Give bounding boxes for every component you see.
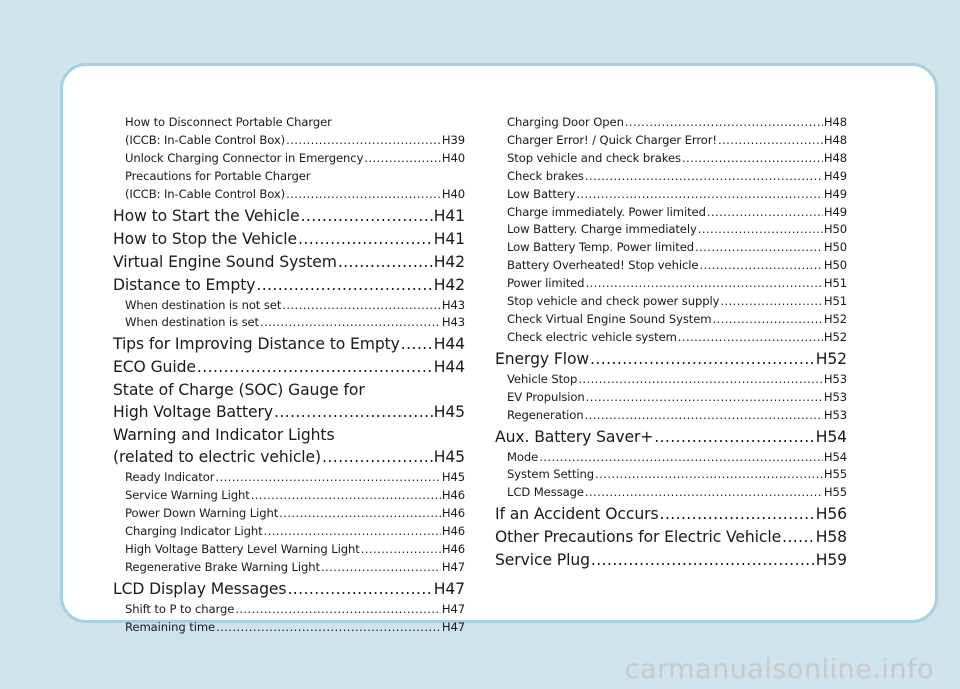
- toc-entry-row: [125, 150, 465, 168]
- toc-entry-row: [507, 407, 847, 425]
- dot-leader: [260, 314, 441, 332]
- toc-entry-row: [507, 168, 847, 186]
- toc-entry-title: High Voltage Battery Level Warning Light: [125, 541, 360, 556]
- dot-leader: [286, 132, 441, 150]
- toc-section-lcd-display-messages[interactable]: [113, 578, 465, 600]
- toc-subentry-high-voltage-battery-level-warning-light[interactable]: [113, 541, 465, 559]
- toc-subentry-remaining-time[interactable]: [113, 619, 465, 637]
- toc-page-number: H51: [823, 294, 847, 309]
- toc-entry-row: [125, 505, 465, 523]
- toc-entry-title-line: State of Charge (SOC) Gauge for: [113, 381, 365, 400]
- toc-subentry-charging-door-open[interactable]: [495, 114, 847, 132]
- toc-entry-title: Check brakes: [507, 168, 584, 183]
- toc-page-number: H40: [441, 186, 465, 201]
- toc-left-column: [113, 114, 465, 637]
- toc-subentry-mode[interactable]: [495, 449, 847, 467]
- toc-subentry-unlock-charging-connector-in-emergency[interactable]: [113, 150, 465, 168]
- toc-section-aux-battery-saver[interactable]: [495, 426, 847, 448]
- toc-entry-title: Power limited: [507, 276, 585, 291]
- toc-entry-row: [495, 426, 847, 448]
- dot-leader: [264, 523, 441, 541]
- dot-leader: [298, 228, 433, 250]
- toc-page-number: H54: [815, 427, 847, 446]
- toc-subentry-stop-vehicle-and-check-power-supply[interactable]: [495, 293, 847, 311]
- dot-leader: [660, 503, 815, 525]
- toc-entry-row: [507, 114, 847, 132]
- toc-subentry-ready-indicator[interactable]: [113, 469, 465, 487]
- toc-entry-row: [507, 221, 847, 239]
- toc-entry-title: Aux. Battery Saver+: [495, 427, 654, 446]
- dot-leader: [699, 257, 822, 275]
- dot-leader: [576, 186, 823, 204]
- toc-page-number: H44: [433, 335, 465, 354]
- toc-entry-row: [125, 186, 465, 204]
- dot-leader: [625, 114, 823, 132]
- toc-section-how-to-start-the-vehicle[interactable]: [113, 205, 465, 227]
- toc-page-number: H46: [441, 524, 465, 539]
- dot-leader: [578, 371, 823, 389]
- toc-entry-row: [125, 601, 465, 619]
- toc-page-number: H58: [815, 528, 847, 547]
- toc-entry-row: [113, 274, 465, 296]
- toc-page-number: H43: [441, 297, 465, 312]
- dot-leader: [251, 487, 441, 505]
- dot-leader: [401, 333, 433, 355]
- dot-leader: [215, 469, 440, 487]
- toc-page-number: H48: [823, 132, 847, 147]
- toc-entry-title: (ICCB: In-Cable Control Box): [125, 186, 286, 201]
- toc-entry-title: LCD Display Messages: [113, 579, 287, 598]
- toc-section-if-an-accident-occurs[interactable]: [495, 503, 847, 525]
- toc-entry-title: Distance to Empty: [113, 275, 256, 294]
- toc-subentry-shift-to-p-to-charge[interactable]: [113, 601, 465, 619]
- dot-leader: [654, 426, 815, 448]
- toc-subentry-check-brakes[interactable]: [495, 168, 847, 186]
- toc-page-number: H52: [823, 329, 847, 344]
- toc-entry-title: System Setting: [507, 467, 595, 482]
- toc-entry-row: [495, 348, 847, 370]
- toc-page-number: H52: [815, 349, 847, 368]
- toc-page-number: H46: [441, 506, 465, 521]
- toc-entry-title: Regenerative Brake Warning Light: [125, 559, 320, 574]
- toc-panel: [60, 63, 938, 634]
- dot-leader: [235, 601, 441, 619]
- toc-entry-title: Check Virtual Engine Sound System: [507, 311, 712, 326]
- toc-entry-title: Charging Indicator Light: [125, 524, 263, 539]
- toc-page-number: H46: [441, 541, 465, 556]
- toc-page-number: H50: [823, 258, 847, 273]
- toc-entry-title: Stop vehicle and check power supply: [507, 294, 720, 309]
- dot-leader: [586, 389, 823, 407]
- toc-entry-title: If an Accident Occurs: [495, 505, 659, 524]
- toc-subentry-check-virtual-engine-sound-system[interactable]: [495, 311, 847, 329]
- toc-section-state-of-charge-soc-gauge-for[interactable]: [113, 379, 465, 423]
- toc-entry-title: How to Start the Vehicle: [113, 206, 300, 225]
- toc-entry-row: [125, 559, 465, 577]
- toc-subentry-stop-vehicle-and-check-brakes[interactable]: [495, 150, 847, 168]
- dot-leader: [678, 329, 823, 347]
- toc-entry-row: [507, 484, 847, 502]
- toc-subentry-charging-indicator-light[interactable]: [113, 523, 465, 541]
- toc-entry-row: [507, 257, 847, 275]
- dot-leader: [256, 274, 432, 296]
- dot-leader: [720, 293, 822, 311]
- toc-entry-row: [113, 356, 465, 378]
- toc-page-number: H49: [823, 186, 847, 201]
- toc-subentry-vehicle-stop[interactable]: [495, 371, 847, 389]
- toc-entry-row: [113, 205, 465, 227]
- toc-entry-title: Low Battery Temp. Power limited: [507, 240, 695, 255]
- toc-section-virtual-engine-sound-system[interactable]: [113, 251, 465, 273]
- dot-leader: [698, 221, 823, 239]
- toc-page-number: H54: [823, 449, 847, 464]
- toc-subentry-system-setting[interactable]: [495, 466, 847, 484]
- toc-entry-row: [507, 389, 847, 407]
- toc-subentry-power-limited[interactable]: [495, 275, 847, 293]
- toc-subentry-power-down-warning-light[interactable]: [113, 505, 465, 523]
- toc-subentry-lcd-message[interactable]: [495, 484, 847, 502]
- dot-leader: [287, 578, 432, 600]
- dot-leader: [197, 356, 433, 378]
- toc-page-number: H50: [823, 222, 847, 237]
- toc-entry-row: [495, 526, 847, 548]
- dot-leader: [321, 559, 441, 577]
- toc-subentry-low-battery[interactable]: [495, 186, 847, 204]
- toc-entry-title: Charge immediately. Power limited: [507, 204, 706, 219]
- toc-page-number: H47: [441, 619, 465, 634]
- dot-leader: [539, 449, 823, 467]
- toc-entry-title: (ICCB: In-Cable Control Box): [125, 132, 286, 147]
- toc-entry-row: [125, 297, 465, 315]
- toc-page-number: H45: [433, 403, 465, 422]
- toc-page-number: H50: [823, 240, 847, 255]
- toc-page-number: H59: [815, 551, 847, 570]
- dot-leader: [585, 168, 823, 186]
- dot-leader: [595, 466, 823, 484]
- dot-leader: [338, 251, 433, 273]
- toc-page-number: H40: [441, 150, 465, 165]
- toc-entry-row: [507, 449, 847, 467]
- toc-entry-title: Low Battery. Charge immediately: [507, 222, 697, 237]
- toc-entry-row: [507, 293, 847, 311]
- toc-subentry-low-battery-temp-power-limited[interactable]: [495, 239, 847, 257]
- toc-entry-title: Low Battery: [507, 186, 576, 201]
- toc-page-number: H48: [823, 150, 847, 165]
- toc-entry-title: Service Warning Light: [125, 488, 250, 503]
- dot-leader: [322, 446, 433, 468]
- toc-page-number: H49: [823, 204, 847, 219]
- toc-entry-title: Energy Flow: [495, 349, 590, 368]
- toc-entry-title: Stop vehicle and check brakes: [507, 150, 681, 165]
- toc-subentry-precautions-for-portable-charger[interactable]: [113, 168, 465, 204]
- toc-entry-title: Other Precautions for Electric Vehicle: [495, 528, 782, 547]
- toc-entry-row: [495, 503, 847, 525]
- toc-section-service-plug[interactable]: [495, 549, 847, 571]
- toc-subentry-low-battery-charge-immediately[interactable]: [495, 221, 847, 239]
- dot-leader: [591, 549, 815, 571]
- toc-subentry-battery-overheated-stop-vehicle[interactable]: [495, 257, 847, 275]
- dot-leader: [282, 297, 441, 315]
- toc-entry-title: High Voltage Battery: [113, 403, 273, 422]
- toc-section-tips-for-improving-distance-to-empty[interactable]: [113, 333, 465, 355]
- toc-entry-row: [507, 204, 847, 222]
- dot-leader: [274, 401, 433, 423]
- toc-entry-title: Vehicle Stop: [507, 371, 578, 386]
- toc-subentry-charge-immediately-power-limited[interactable]: [495, 204, 847, 222]
- dot-leader: [718, 132, 823, 150]
- toc-page-number: H41: [433, 206, 465, 225]
- toc-subentry-regeneration[interactable]: [495, 407, 847, 425]
- toc-entry-row: [125, 132, 465, 150]
- toc-entry-title: Service Plug: [495, 551, 590, 570]
- dot-leader: [682, 150, 823, 168]
- toc-entry-title: ECO Guide: [113, 358, 196, 377]
- watermark: carmanualsonline.info: [624, 654, 934, 685]
- toc-page-number: H47: [441, 559, 465, 574]
- toc-entry-title: Virtual Engine Sound System: [113, 252, 337, 271]
- toc-page-number: H43: [441, 315, 465, 330]
- dot-leader: [707, 204, 823, 222]
- toc-entry-row: [507, 132, 847, 150]
- toc-section-distance-to-empty[interactable]: [113, 274, 465, 296]
- toc-entry-title: Regeneration: [507, 407, 584, 422]
- toc-entry-title: Shift to P to charge: [125, 601, 235, 616]
- toc-entry-row: [507, 150, 847, 168]
- toc-entry-row: [113, 228, 465, 250]
- toc-page-number: H39: [441, 132, 465, 147]
- toc-entry-title: When destination is not set: [125, 297, 282, 312]
- dot-leader: [695, 239, 823, 257]
- toc-page-number: H55: [823, 485, 847, 500]
- toc-entry-title: Unlock Charging Connector in Emergency: [125, 150, 364, 165]
- toc-entry-row: [125, 314, 465, 332]
- toc-page-number: H42: [433, 252, 465, 271]
- dot-leader: [712, 311, 822, 329]
- toc-entry-row: [507, 239, 847, 257]
- toc-entry-title: Battery Overheated! Stop vehicle: [507, 258, 699, 273]
- toc-section-warning-and-indicator-lights[interactable]: [113, 424, 465, 468]
- toc-entry-title: Ready Indicator: [125, 470, 215, 485]
- dot-leader: [585, 275, 822, 293]
- toc-page-number: H44: [433, 358, 465, 377]
- dot-leader: [585, 484, 823, 502]
- toc-entry-title: EV Propulsion: [507, 389, 585, 404]
- toc-entry-title: Mode: [507, 449, 539, 464]
- dot-leader: [216, 619, 441, 637]
- toc-entry-row: [507, 329, 847, 347]
- toc-entry-row: [113, 333, 465, 355]
- toc-entry-title: Charging Door Open: [507, 115, 624, 129]
- toc-page-number: H41: [433, 229, 465, 248]
- toc-entry-row: [507, 275, 847, 293]
- dot-leader: [286, 186, 441, 204]
- dot-leader: [585, 407, 823, 425]
- toc-section-how-to-stop-the-vehicle[interactable]: [113, 228, 465, 250]
- toc-entry-title-line: How to Disconnect Portable Charger: [125, 115, 332, 129]
- toc-entry-title: Power Down Warning Light: [125, 506, 279, 521]
- toc-entry-title: When destination is set: [125, 315, 259, 330]
- toc-entry-title-line: Precautions for Portable Charger: [125, 168, 311, 183]
- toc-page-number: H45: [441, 470, 465, 485]
- toc-entry-title: Charger Error! / Quick Charger Error!: [507, 132, 717, 147]
- toc-entry-row: [507, 186, 847, 204]
- toc-subentry-regenerative-brake-warning-light[interactable]: [113, 559, 465, 577]
- toc-entry-title: Remaining time: [125, 619, 216, 634]
- toc-entry-row: [113, 446, 465, 468]
- toc-page-number: H47: [433, 579, 465, 598]
- toc-page-number: H53: [823, 389, 847, 404]
- dot-leader: [590, 348, 815, 370]
- toc-subentry-ev-propulsion[interactable]: [495, 389, 847, 407]
- toc-entry-row: [113, 401, 465, 423]
- toc-entry-row: [125, 487, 465, 505]
- toc-subentry-when-destination-is-not-set[interactable]: [113, 297, 465, 315]
- toc-entry-title: Check electric vehicle system: [507, 329, 677, 344]
- toc-section-eco-guide[interactable]: [113, 356, 465, 378]
- dot-leader: [279, 505, 441, 523]
- toc-right-column: [495, 114, 847, 572]
- toc-page-number: H49: [823, 168, 847, 183]
- toc-entry-title: Tips for Improving Distance to Empty: [113, 335, 400, 354]
- toc-page-number: H51: [823, 276, 847, 291]
- toc-entry-row: [507, 466, 847, 484]
- dot-leader: [301, 205, 433, 227]
- toc-section-energy-flow[interactable]: [495, 348, 847, 370]
- toc-entry-row: [495, 549, 847, 571]
- toc-entry-title: LCD Message: [507, 485, 584, 500]
- toc-subentry-check-electric-vehicle-system[interactable]: [495, 329, 847, 347]
- toc-entry-row: [125, 541, 465, 559]
- toc-page-number: H42: [433, 275, 465, 294]
- toc-entry-title: How to Stop the Vehicle: [113, 229, 298, 248]
- toc-entry-title: (related to electric vehicle): [113, 448, 322, 467]
- toc-entry-row: [113, 251, 465, 273]
- dot-leader: [782, 526, 815, 548]
- toc-page-number: H45: [433, 448, 465, 467]
- toc-subentry-service-warning-light[interactable]: [113, 487, 465, 505]
- toc-entry-row: [507, 311, 847, 329]
- toc-page-number: H53: [823, 407, 847, 422]
- toc-page-number: H48: [823, 115, 847, 129]
- toc-page-number: H46: [441, 488, 465, 503]
- toc-page-number: H53: [823, 371, 847, 386]
- toc-subentry-when-destination-is-set[interactable]: [113, 314, 465, 332]
- toc-entry-row: [125, 523, 465, 541]
- toc-entry-row: [125, 469, 465, 487]
- toc-entry-row: [125, 619, 465, 637]
- toc-page-number: H56: [815, 505, 847, 524]
- toc-section-other-precautions-for-electric-vehicle[interactable]: [495, 526, 847, 548]
- toc-page-number: H52: [823, 311, 847, 326]
- toc-entry-row: [113, 578, 465, 600]
- toc-page-number: H47: [441, 601, 465, 616]
- toc-entry-title-line: Warning and Indicator Lights: [113, 426, 335, 445]
- toc-subentry-charger-error-quick-charger-error[interactable]: [495, 132, 847, 150]
- dot-leader: [364, 150, 440, 168]
- toc-subentry-how-to-disconnect-portable-charger[interactable]: [113, 114, 465, 150]
- dot-leader: [361, 541, 441, 559]
- toc-entry-row: [507, 371, 847, 389]
- toc-page-number: H55: [823, 467, 847, 482]
